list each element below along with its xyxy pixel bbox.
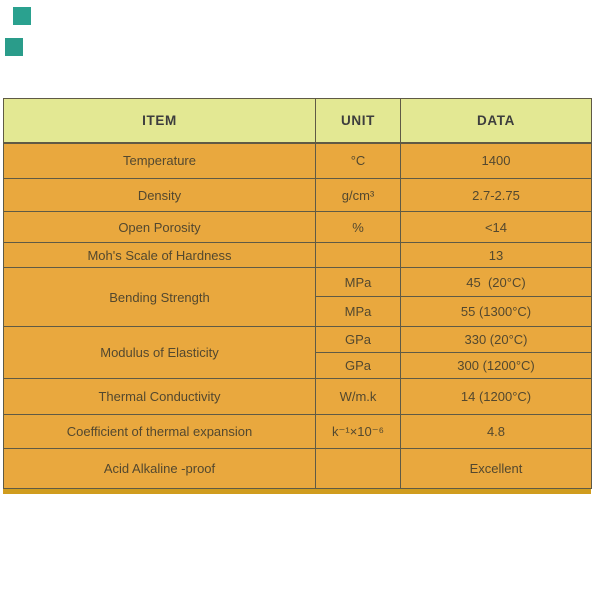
cell-data: 45 (20°C) <box>401 268 592 297</box>
row-thermal-conductivity <box>4 379 592 415</box>
cell-unit: GPa <box>316 353 401 379</box>
cell-unit: MPa <box>316 297 401 327</box>
row-bending-strength-1 <box>4 268 592 297</box>
teal-square-icon <box>5 38 23 56</box>
cell-unit: W/m.k <box>316 379 401 415</box>
cell-item: Thermal Conductivity <box>4 379 316 415</box>
cell-data: 14 (1200°C) <box>401 379 592 415</box>
teal-square-icon <box>13 7 31 25</box>
header-row <box>4 99 592 143</box>
cell-data: Excellent <box>401 449 592 489</box>
cell-item: Acid Alkaline -proof <box>4 449 316 489</box>
cell-data: <14 <box>401 212 592 243</box>
cell-item: Modulus of Elasticity <box>4 327 316 379</box>
cell-item: Temperature <box>4 143 316 179</box>
row-density <box>4 179 592 212</box>
cell-data: 13 <box>401 243 592 268</box>
cell-unit: MPa <box>316 268 401 297</box>
row-thermal-expansion <box>4 415 592 449</box>
cell-unit: g/cm³ <box>316 179 401 212</box>
cell-unit <box>316 449 401 489</box>
spec-table-wrapper <box>3 98 591 494</box>
cell-data: 300 (1200°C) <box>401 353 592 379</box>
row-open-porosity <box>4 212 592 243</box>
column-header-data: DATA <box>401 99 592 143</box>
cell-item: Coefficient of thermal expansion <box>4 415 316 449</box>
cell-data: 4.8 <box>401 415 592 449</box>
cell-item: Bending Strength <box>4 268 316 327</box>
row-mohs-hardness <box>4 243 592 268</box>
cell-unit: % <box>316 212 401 243</box>
cell-data: 55 (1300°C) <box>401 297 592 327</box>
column-header-unit: UNIT <box>316 99 401 143</box>
cell-item: Density <box>4 179 316 212</box>
cell-item: Moh's Scale of Hardness <box>4 243 316 268</box>
row-acid-alkaline-proof <box>4 449 592 489</box>
material-spec-table <box>3 98 592 489</box>
cell-unit: °C <box>316 143 401 179</box>
row-modulus-elasticity-1 <box>4 327 592 353</box>
cell-data: 330 (20°C) <box>401 327 592 353</box>
cell-unit: k⁻¹×10⁻⁶ <box>316 415 401 449</box>
cell-unit: GPa <box>316 327 401 353</box>
cell-data: 2.7-2.75 <box>401 179 592 212</box>
column-header-item: ITEM <box>4 99 316 143</box>
cell-item: Open Porosity <box>4 212 316 243</box>
cell-unit <box>316 243 401 268</box>
row-temperature <box>4 143 592 179</box>
cell-data: 1400 <box>401 143 592 179</box>
